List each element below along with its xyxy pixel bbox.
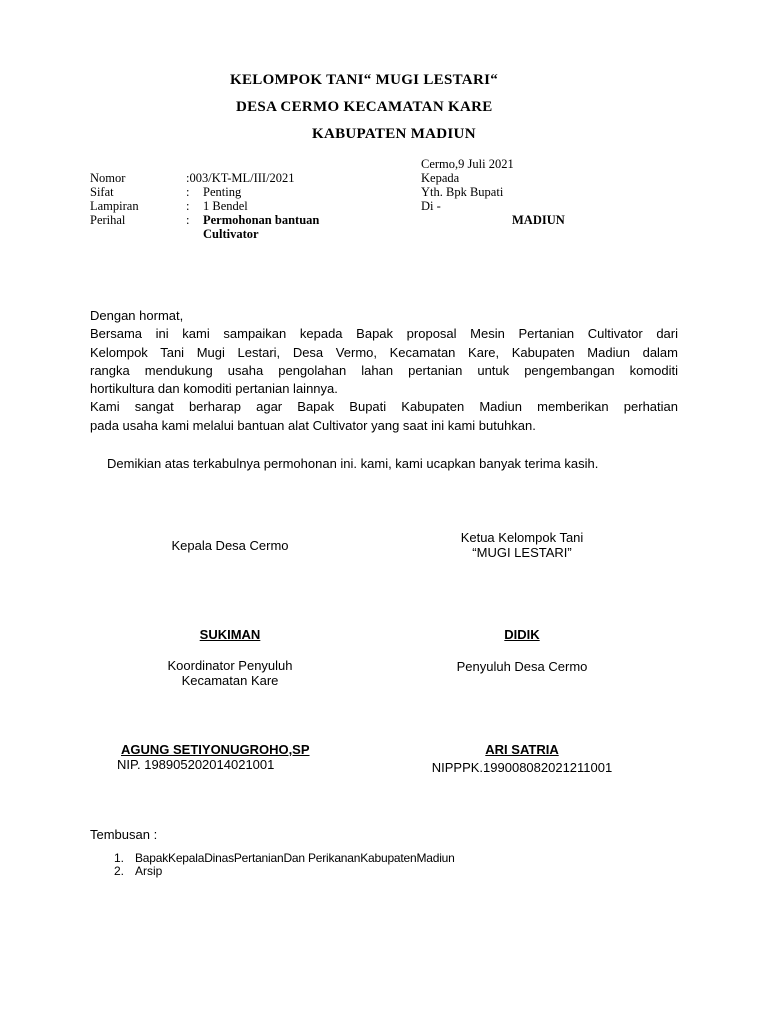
recipient-name: Yth. Bpk Bupati <box>421 185 504 199</box>
sig-right-title-1: Ketua Kelompok Tani <box>460 530 584 545</box>
tembusan-label: Tembusan : <box>90 827 158 842</box>
sifat-label: Sifat <box>90 185 114 199</box>
letter-body <box>90 307 678 435</box>
sig2-right-nip: NIPPPK.199008082021211001 <box>431 760 613 775</box>
header-village: DESA CERMO KECAMATAN KARE <box>236 99 493 115</box>
sig2-left-title-1: Koordinator Penyuluh <box>167 658 293 673</box>
sifat-value: Penting <box>203 185 242 199</box>
nomor-label: Nomor <box>90 171 126 185</box>
sifat-colon: : <box>186 185 190 199</box>
perihal-label: Perihal <box>90 213 126 227</box>
lampiran-label: Lampiran <box>90 199 139 213</box>
body-line: pada usaha kami melalui bantuan alat Cultivator yang saat ini kami butuhkan. <box>90 417 536 433</box>
sig-left-name: SUKIMAN <box>199 627 261 642</box>
sig-right-title-2: “MUGI LESTARI” <box>472 545 572 560</box>
sig-left-title: Kepala Desa Cermo <box>171 538 289 553</box>
recipient-city: MADIUN <box>512 213 565 227</box>
letter-date: Cermo,9 Juli 2021 <box>421 157 514 171</box>
sig2-left-name: AGUNG SETIYONUGROHO,SP <box>121 742 310 757</box>
body-line: Kami sangat berharap agar Bapak Bupati Kabupaten Madiun memberikan perhatian <box>90 399 678 415</box>
perihal-value-line1: Permohonan bantuan <box>203 213 320 227</box>
sig2-right-title: Penyuluh Desa Cermo <box>456 659 588 674</box>
header-regency: KABUPATEN MADIUN <box>312 126 476 142</box>
sig2-left-title-2: Kecamatan Kare <box>181 673 279 688</box>
recipient-kepada: Kepada <box>421 171 460 185</box>
greeting: Dengan hormat, <box>90 308 184 323</box>
body-line: Bersama ini kami sampaikan kepada Bapak proposal Mesin Pertanian Cultivator dari <box>90 326 678 342</box>
sig2-right-name: ARI SATRIA <box>485 742 559 757</box>
lampiran-value: 1 Bendel <box>203 199 248 213</box>
perihal-value-line2: Cultivator <box>203 227 259 241</box>
body-line: rangka mendukung usaha pengolahan lahan pertanian untuk pengembangan komoditi <box>90 362 678 378</box>
closing-sentence: Demikian atas terkabulnya permohonan ini. kami, kami ucapkan banyak terima kasih. <box>107 456 599 471</box>
nomor-value: :003/KT-ML/III/2021 <box>186 171 295 185</box>
sig-right-name: DIDIK <box>504 627 540 642</box>
tembusan-item-text: Arsip <box>135 864 163 878</box>
tembusan-item-num: 1. <box>114 851 125 865</box>
body-line: Kelompok Tani Mugi Lestari, Desa Vermo, Kecamatan Kare, Kabupaten Madiun dalam <box>90 344 678 360</box>
tembusan-item-num: 2. <box>114 864 125 878</box>
perihal-colon: : <box>186 213 190 227</box>
tembusan-item-text: BapakKepalaDinasPertanianDan PerikananKabupatenMadiun <box>135 851 455 865</box>
header-org-name: KELOMPOK TANI“ MUGI LESTARI“ <box>230 72 499 88</box>
sig2-left-nip: NIP. 198905202014021001 <box>117 757 275 772</box>
body-line: hortikultura dan komoditi pertanian lainnya. <box>90 381 338 397</box>
lampiran-colon: : <box>186 199 190 213</box>
recipient-di: Di - <box>421 199 441 213</box>
